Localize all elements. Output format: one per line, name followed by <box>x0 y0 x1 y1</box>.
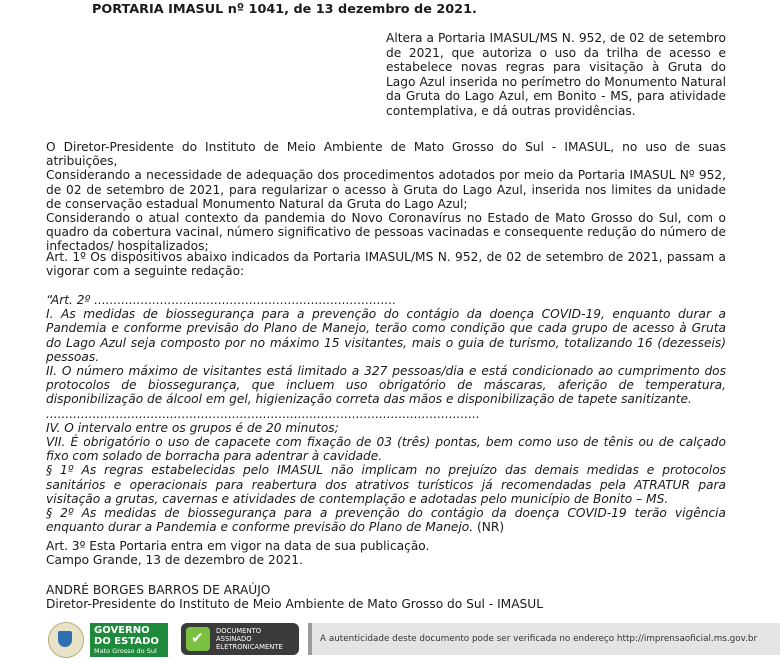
item-ii: II. O número máximo de visitantes está limitado a 327 pessoas/dia e está condicionado ao cumprimento dos protocolos de biossegurança, que incluem uso obrigatório de máscaras, aferição de temperatura, disponibilização de álcool em gel, higienização correta das mãos e disponibilização de tapete sanitizante. <box>46 364 726 407</box>
government-badge <box>90 623 168 657</box>
digital-line-2: ASSINADO <box>216 635 252 643</box>
signature <box>46 583 726 611</box>
paragraph-2 <box>46 506 726 534</box>
signer-role: Diretor-Presidente do Instituto de Meio Ambiente de Mato Grosso do Sul - IMASUL <box>46 597 543 612</box>
gov-line-1: GOVERNO <box>94 624 150 636</box>
paragraph-2-text: § 2º As medidas de biossegurança para a prevenção do contágio da doença COVID-19 terão vigência enquanto durar a Pandemia e conforme previsão do Plano de Manejo. <box>46 506 726 535</box>
article-1: Art. 1º Os dispositivos abaixo indicados da Portaria IMASUL/MS N. 952, de 02 de setembro de 2021, passam a vigorar com a seguinte redação: <box>46 250 726 279</box>
checkmark-icon <box>186 627 210 651</box>
paragraph-1: § 1º As regras estabelecidas pelo IMASUL não implicam no prejuízo das demais medidas e protocolos sanitários e operacionais para reabertura dos atrativos turísticos já recomendadas pela ATRATUR para visitação a grutas, cavernas e atividades de contemplação e adotadas pelo município de Bonito – MS. <box>46 463 726 506</box>
quoted-text <box>46 293 726 534</box>
item-vii: VII. É obrigatório o uso de capacete com fixação de 03 (três) pontas, bem como uso de tênis ou de calçado fixo com solado de borracha para adentrar à cavidade. <box>46 435 726 464</box>
digital-line-3: ELETRONICAMENTE <box>216 643 283 651</box>
footer <box>44 620 780 659</box>
preamble-line: O Diretor-Presidente do Instituto de Meio Ambiente de Mato Grosso do Sul - IMASUL, no uso de suas atribuições, <box>46 140 726 169</box>
signer-name: ANDRÉ BORGES BARROS DE ARAÚJO <box>46 583 271 597</box>
closing <box>46 539 726 567</box>
art2-header: “Art. 2º .............................................................................. <box>46 293 397 307</box>
place-date: Campo Grande, 13 de dezembro de 2021. <box>46 553 303 568</box>
digital-signature-badge <box>181 623 299 655</box>
state-seal-icon <box>48 622 84 658</box>
page-title: PORTARIA IMASUL nº 1041, de 13 dezembro de 2021. <box>92 2 477 17</box>
item-i: I. As medidas de biossegurança para a prevenção do contágio da doença COVID-19, enquanto durar a Pandemia e conforme previsão do Plano de Manejo, terão como condição que cada grupo de acesso à Gruta do Lago Azul seja composto por no máximo 15 visitantes, mais o guia de turismo, totalizando 16 (dezesseis) pessoas. <box>46 307 726 364</box>
dotted-separator: ................................................................................................................ <box>46 406 480 421</box>
gov-line-2: DO ESTADO <box>94 635 159 647</box>
preamble <box>46 140 726 254</box>
authenticity-text: A autenticidade deste documento pode ser verificada no endereço http://imprensaoficial.ms.gov.br <box>320 634 758 644</box>
bar-accent <box>308 623 312 655</box>
ementa: Altera a Portaria IMASUL/MS N. 952, de 02 de setembro de 2021, que autoriza o uso da trilha de acesso e estabelece novas regras para visitação à Gruta do Lago Azul inserida no perímetro do Monumento Natural da Gruta do Lago Azul, em Bonito - MS, para atividade contemplativa, e dá outras providências. <box>386 31 726 118</box>
preamble-line: Considerando o atual contexto da pandemia do Novo Coronavírus no Estado de Mato Grosso do Sul, com o quadro da cobertura vacinal, número significativo de pessoas vacinadas e consequente redução do número de infectados/ hospitalizados; <box>46 211 726 254</box>
preamble-line: Considerando a necessidade de adequação dos procedimentos adotados por meio da Portaria IMASUL Nº 952, de 02 de setembro de 2021, para regularizar o acesso à Gruta do Lago Azul, inserida nos limites da unidade de conservação estadual Monumento Natural da Gruta do Lago Azul; <box>46 168 726 211</box>
nr-mark: (NR) <box>473 520 505 535</box>
digital-line-1: DOCUMENTO <box>216 627 262 635</box>
item-iv: IV. O intervalo entre os grupos é de 20 minutos; <box>46 420 339 435</box>
government-logo <box>44 620 172 659</box>
authenticity-bar <box>308 623 780 655</box>
gov-line-3: Mato Grosso do Sul <box>94 646 157 655</box>
article-3: Art. 3º Esta Portaria entra em vigor na data de sua publicação. <box>46 539 430 553</box>
